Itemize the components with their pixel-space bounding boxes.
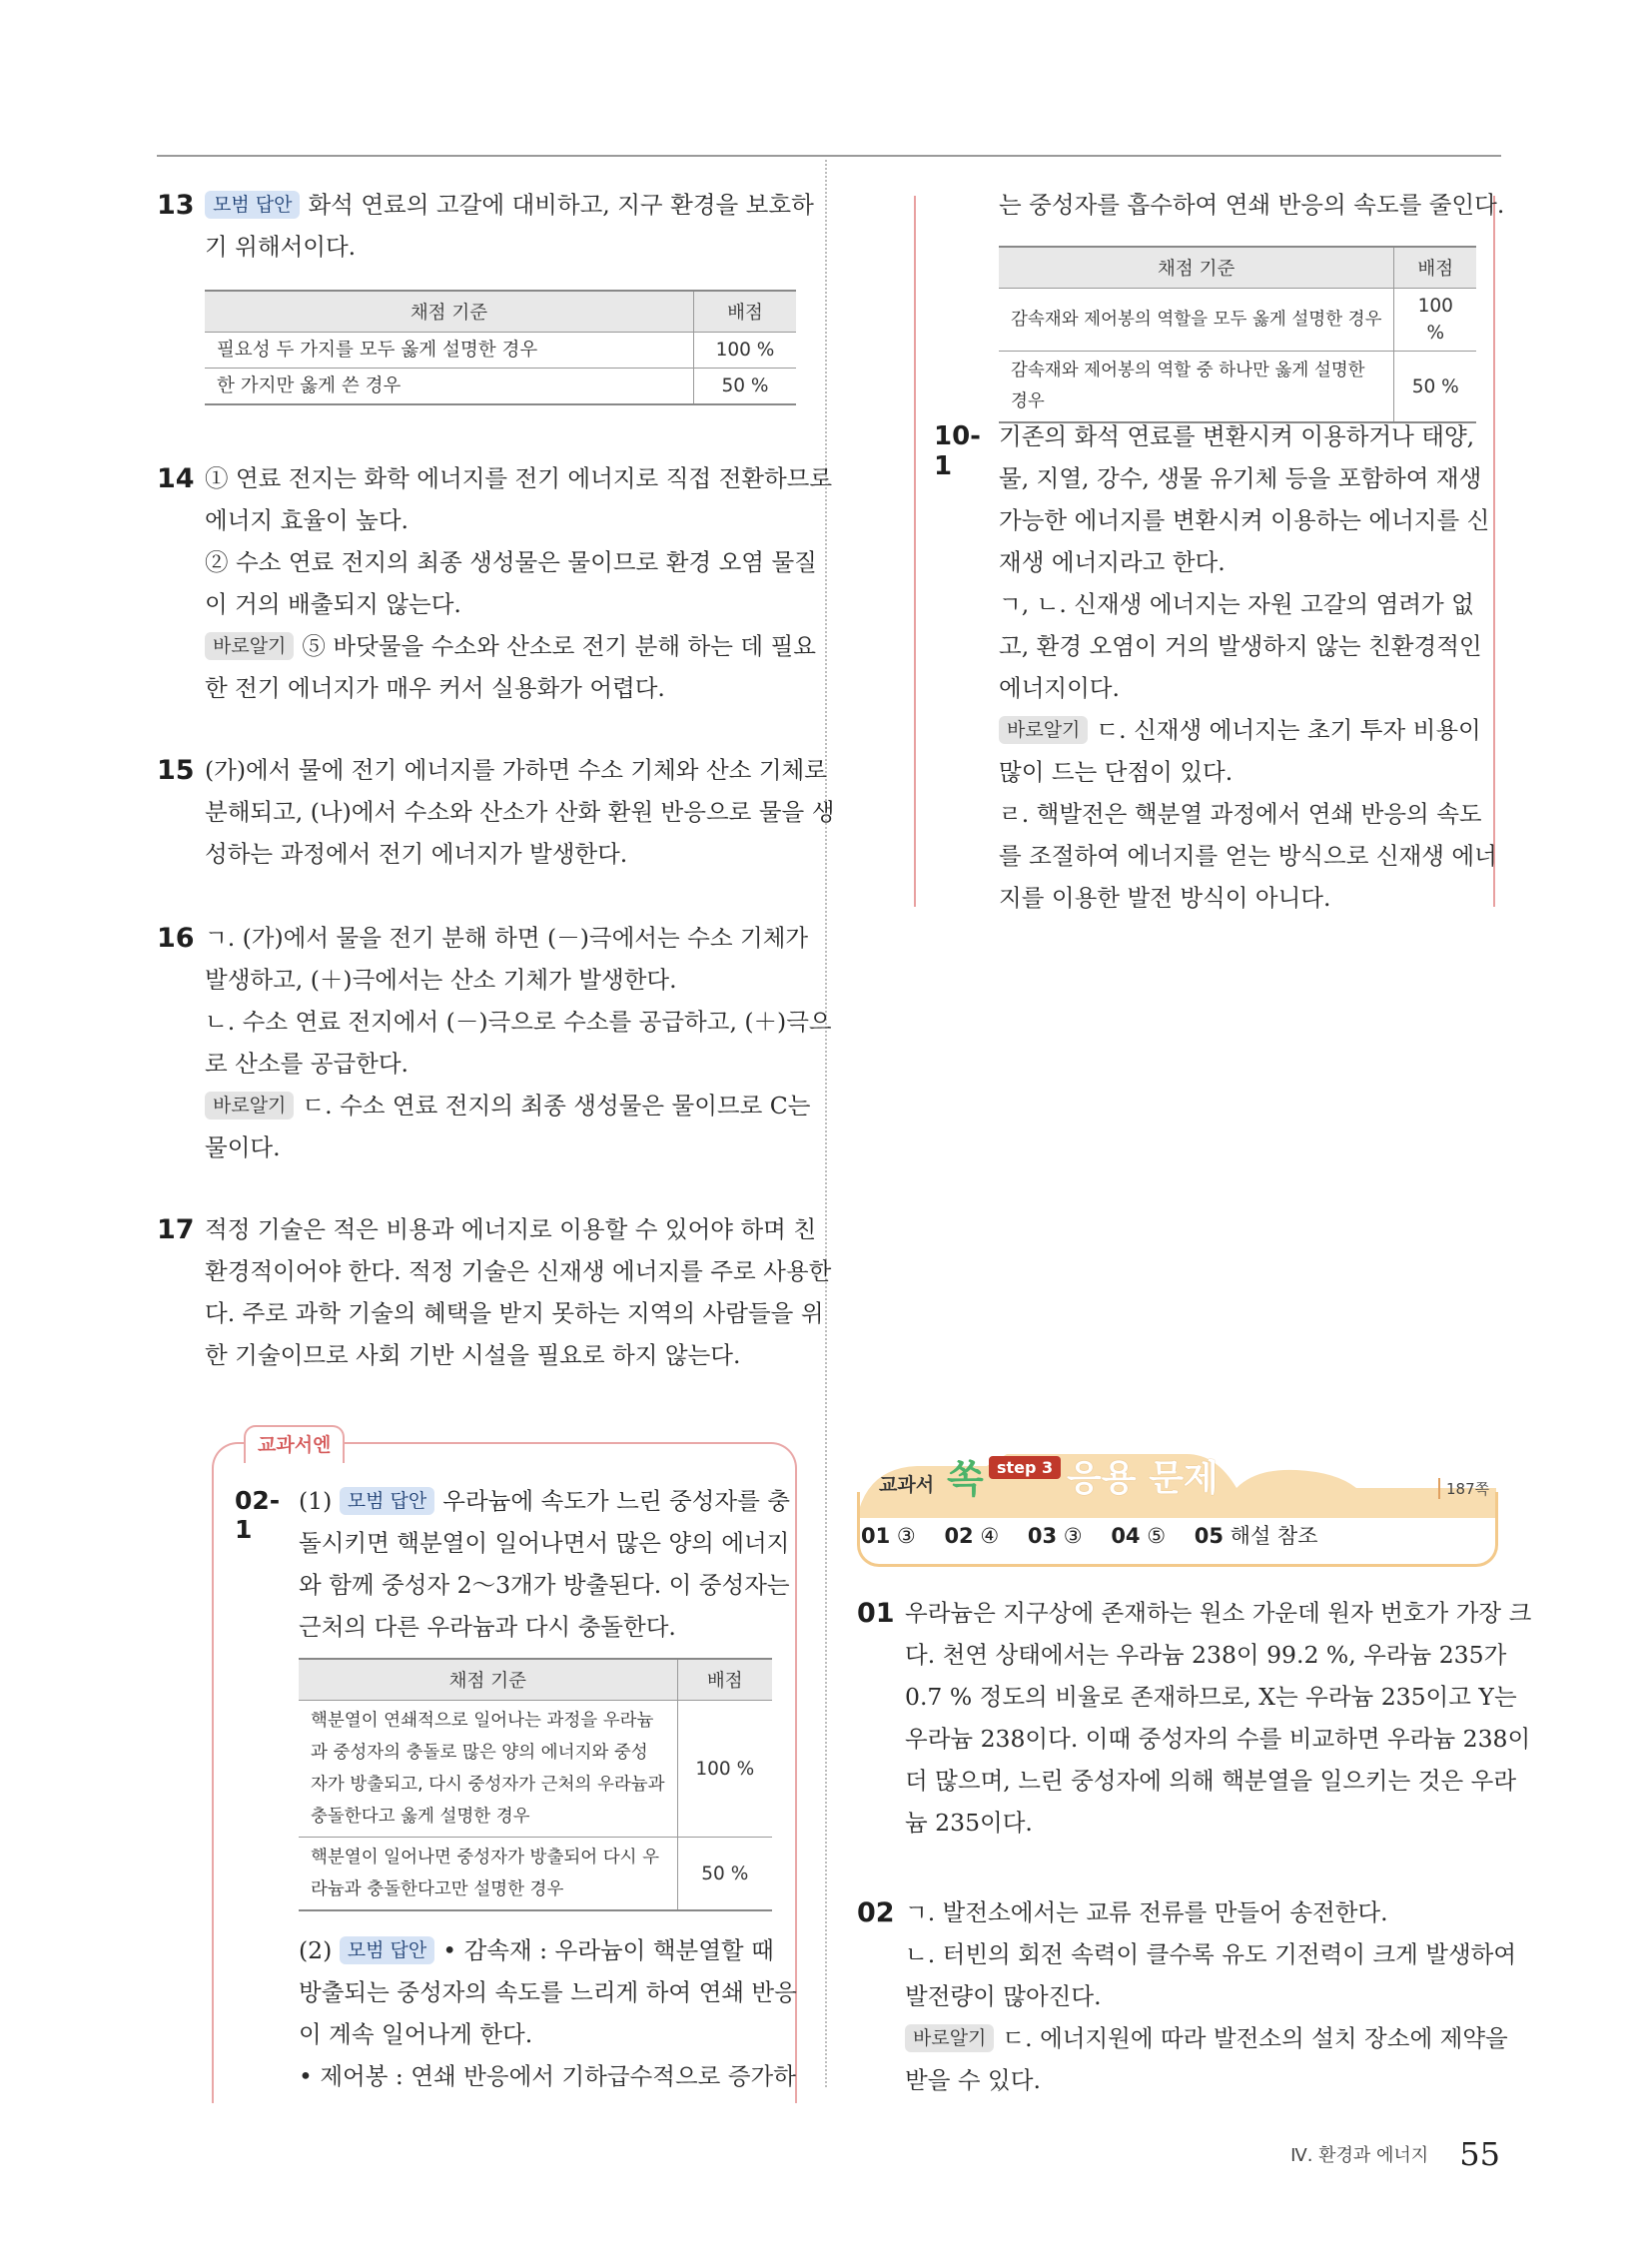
brand-mark: 쏙: [947, 1457, 984, 1501]
scoring-table: 채점 기준 배점 감속재와 제어봉의 역할을 모두 옳게 설명한 경우 100 % 감속재와 제어봉의 역할 중 하나만 옳게 설명한 경우 50 %: [999, 246, 1476, 423]
step3-title: 응용 문제: [1067, 1458, 1219, 1499]
answer-key-item: 01 ③: [861, 1524, 916, 1548]
answer-number: 17: [157, 1214, 195, 1245]
answer-text: ① 연료 전지는 화학 에너지를 전기 에너지로 직접 전환하므로 에너지 효율이 높다. ② 수소 연료 전지의 최종 생성물은 물이므로 환경 오염 물질 이 거의 배출되지 않는다. 바로알기 ⑤ 바닷물을 수소와 산소로 전기 분해 하는 데 필요 한 전기 에너지가 매우 커서 실용화가 어렵다.: [205, 464, 833, 702]
answer-text: 기존의 화석 연료를 변환시켜 이용하거나 태양, 물, 지열, 강수, 생물 유기체 등을 포함하여 재생 가능한 에너지를 변환시켜 이용하는 에너지를 신 재생 에너지라고 한다. ㄱ, ㄴ. 신재생 에너지는 자원 고갈의 염려가 없 고, 환경 오염이 거의 발생하지 않는 친환경적인 에너지이다. 바로알기 ㄷ. 신재생 에너지는 초기 투자 비용이 많이 드는 단점이 있다. ㄹ. 핵발전은 핵분열 과정에서 연쇄 반응의 속도 를 조절하여 에너지를 얻는 방식으로 신재생 에너 지를 이용한 발전 방식이 아니다.: [999, 422, 1497, 912]
baro-tag: 바로알기: [205, 1092, 294, 1120]
step3-header: [857, 1448, 1496, 1568]
answer-text: ㄱ. (가)에서 물을 전기 분해 하면 (－)극에서는 수소 기체가 발생하고, (＋)극에서는 산소 기체가 발생한다. ㄴ. 수소 연료 전지에서 (－)극으로 수소를 공급하고, (＋)극으 로 산소를 공급한다. 바로알기 ㄷ. 수소 연료 전지의 최종 생성물은 물이므로 C는 물이다.: [205, 924, 832, 1161]
column-divider: [825, 160, 827, 2087]
answer-key-item: 03 ③: [1027, 1524, 1083, 1548]
model-answer-tag: 모범 답안: [340, 1487, 434, 1515]
section-name: Ⅳ. 환경과 에너지: [1290, 2145, 1429, 2166]
baro-tag: 바로알기: [905, 2024, 994, 2052]
answer-number: 14: [157, 463, 195, 494]
answer-number: 16: [157, 923, 195, 954]
brand-label: 교과서: [879, 1474, 935, 1496]
answer-text: 우라늄은 지구상에 존재하는 원소 가운데 원자 번호가 가장 크 다. 천연 상태에서는 우라늄 238이 99.2 %, 우라늄 235가 0.7 % 정도의 비율로 존재하므로, X는 우라늄 235이고 Y는 우라늄 238이다. 이때 중성자의 수를 비교하면 우라늄 238이 더 많으며, 느린 중성자에 의해 핵분열을 일으키는 것은 우라 늄 235이다.: [905, 1599, 1532, 1837]
answer-key-item: 05 해설 참조: [1194, 1524, 1318, 1548]
page-footer: [1290, 2135, 1500, 2173]
answer-text-part2: (2) 모범 답안 • 감속재 : 우라늄이 핵분열할 때 방출되는 중성자의 속도를 느리게 하여 연쇄 반응 이 계속 일어나게 한다. • 제어봉 : 연쇄 반응에서 기하급수적으로 증가하: [299, 1936, 797, 2090]
box-left-border: [914, 196, 916, 907]
answer-text: (1) 모범 답안 우라늄에 속도가 느린 중성자를 충 돌시키면 핵분열이 일어나면서 많은 양의 에너지 와 함께 중성자 2～3개가 방출된다. 이 중성자는 근처의 다른 우라늄과 다시 충돌한다.: [299, 1487, 790, 1641]
baro-tag: 바로알기: [205, 632, 294, 660]
answer-number: 13: [157, 190, 195, 221]
answer-text: 는 중성자를 흡수하여 연쇄 반응의 속도를 줄인다.: [999, 191, 1505, 219]
answer-key: [861, 1520, 1318, 1550]
step-badge: step 3: [989, 1456, 1061, 1479]
page-number: 55: [1459, 2135, 1500, 2173]
model-answer-tag: 모범 답안: [340, 1936, 434, 1964]
answer-key-item: 04 ⑤: [1111, 1524, 1167, 1548]
answer-text: 모범 답안 화석 연료의 고갈에 대비하고, 지구 환경을 보호하 기 위해서이다.: [205, 191, 814, 261]
textbook-box-label: 교과서엔: [244, 1425, 345, 1463]
answer-number: 02: [857, 1897, 895, 1928]
answer-key-item: 02 ④: [944, 1524, 1000, 1548]
answer-number: 02-1: [235, 1486, 281, 1544]
answer-number: 01: [857, 1598, 895, 1629]
page-reference: 187쪽: [1438, 1478, 1489, 1499]
answer-number: 15: [157, 755, 195, 786]
scoring-table: 채점 기준 배점 핵분열이 연쇄적으로 일어나는 과정을 우라늄 과 중성자의 충돌로 많은 양의 에너지와 중성 자가 방출되고, 다시 중성자가 근처의 우라늄과 충돌한다고 옳게 설명한 경우 100 % 핵분열이 일어나면 중성자가 방출되어 다시 우 라늄과 충돌한다고만 설명한 경우 50 %: [299, 1658, 772, 1911]
model-answer-tag: 모범 답안: [205, 191, 300, 219]
answer-text: 적정 기술은 적은 비용과 에너지로 이용할 수 있어야 하며 친 환경적이어야 한다. 적정 기술은 신재생 에너지를 주로 사용한 다. 주로 과학 기술의 혜택을 받지 못하는 지역의 사람들을 위 한 기술이므로 사회 기반 시설을 필요로 하지 않는다.: [205, 1215, 832, 1369]
answer-number: 10-1: [934, 421, 981, 481]
top-rule: [157, 155, 1501, 157]
answer-text: ㄱ. 발전소에서는 교류 전류를 만들어 송전한다. ㄴ. 터빈의 회전 속력이 클수록 유도 기전력이 크게 발생하여 발전량이 많아진다. 바로알기 ㄷ. 에너지원에 따라 발전소의 설치 장소에 제약을 받을 수 있다.: [905, 1898, 1517, 2094]
baro-tag: 바로알기: [999, 716, 1088, 744]
scoring-table: 채점 기준 배점 필요성 두 가지를 모두 옳게 설명한 경우 100 % 한 가지만 옳게 쓴 경우 50 %: [205, 290, 796, 405]
answer-text: (가)에서 물에 전기 에너지를 가하면 수소 기체와 산소 기체로 분해되고, (나)에서 수소와 산소가 산화 환원 반응으로 물을 생 성하는 과정에서 전기 에너지가 발생한다.: [205, 756, 835, 868]
